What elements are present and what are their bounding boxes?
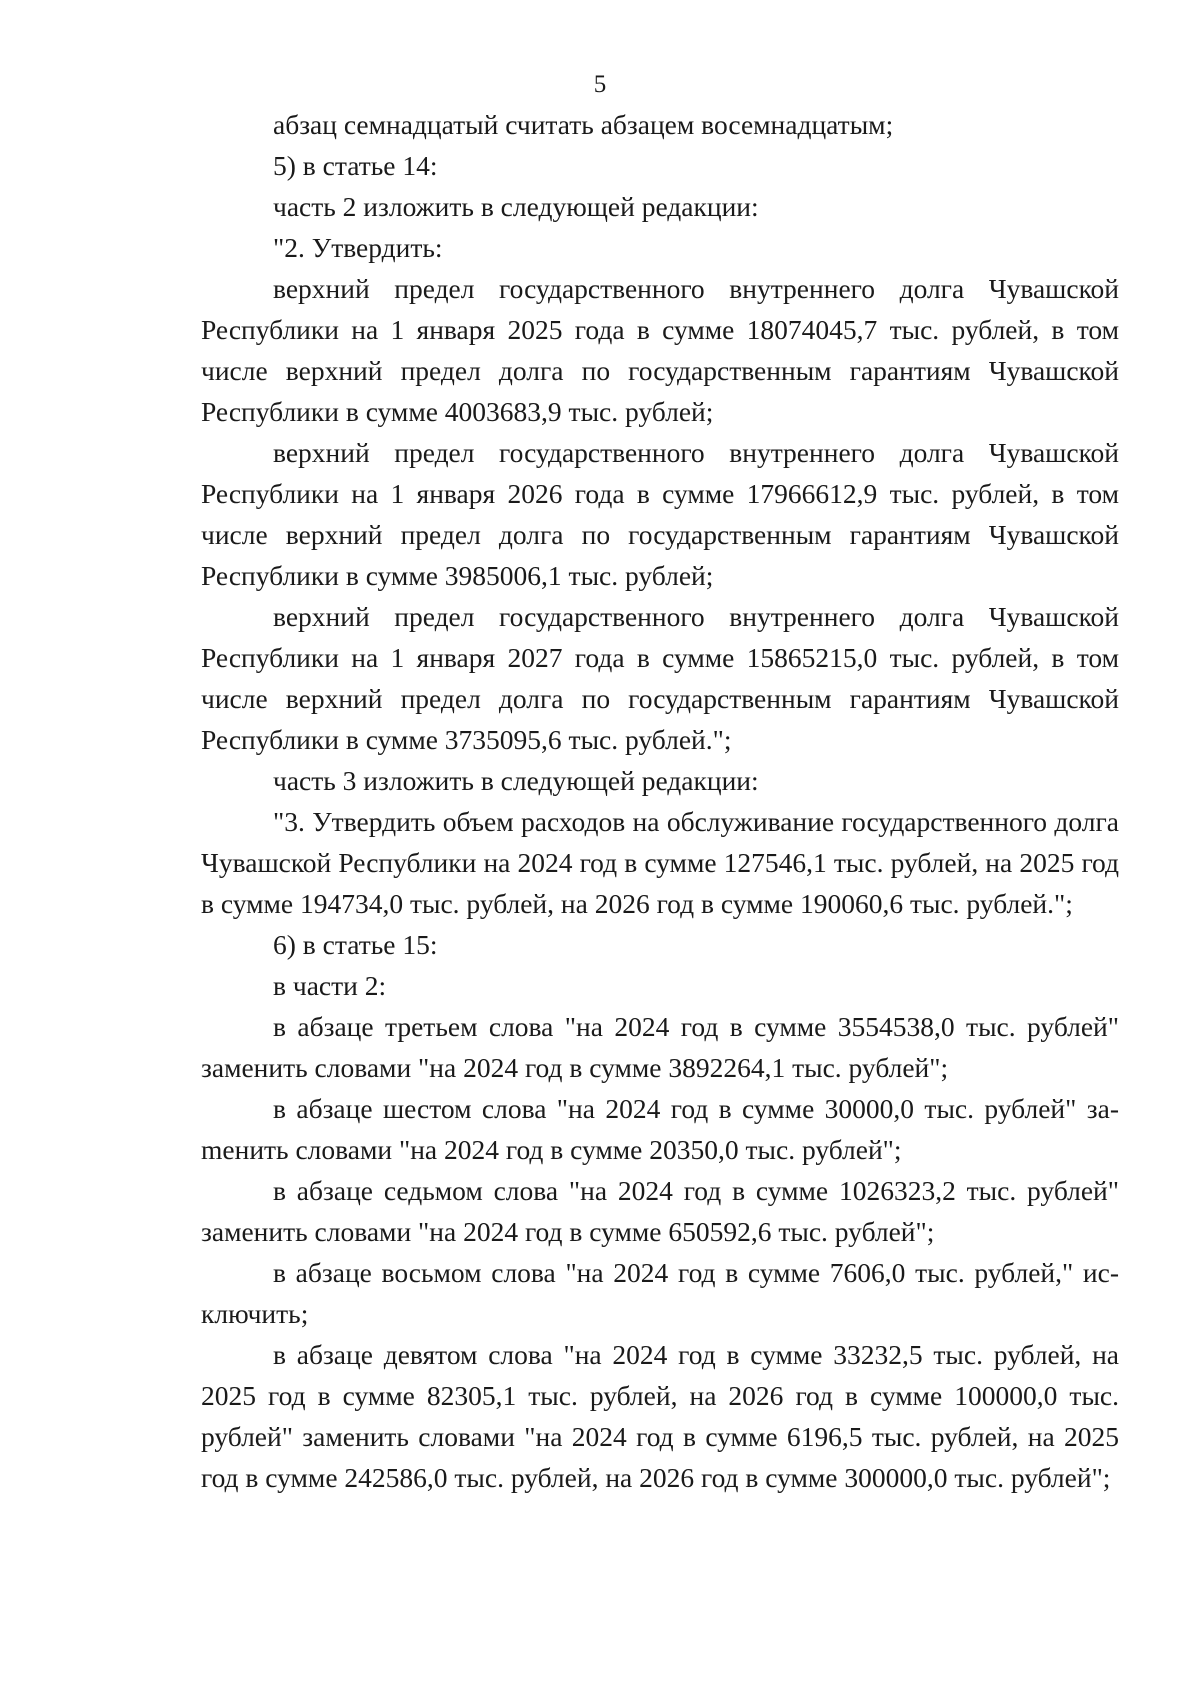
paragraph: верхний предел государственного внутреннего долга Чувашской Республики на 1 января 2027 года в сумме 15865215,0 тыс. рублей, в том числе верхний предел долга по государственным гарантиям Чувашской Республики в сумме 3735095,6 тыс. рублей.";	[201, 601, 1119, 755]
paragraph: 6) в статье 15:	[273, 929, 438, 960]
paragraph: 5) в статье 14:	[273, 150, 438, 181]
paragraph: "2. Утвердить:	[273, 232, 443, 263]
paragraph: верхний предел государственного внутреннего долга Чувашской Республики на 1 января 2026 года в сумме 17966612,9 тыс. рублей, в том числе верхний предел долга по государственным гарантиям Чувашской Республики в сумме 3985006,1 тыс. рублей;	[201, 437, 1119, 591]
paragraph: в части 2:	[273, 970, 387, 1001]
paragraph: часть 2 изложить в следующей редакции:	[273, 191, 759, 222]
paragraph: абзац семнадцатый считать абзацем восемнадцатым;	[273, 109, 894, 140]
paragraph: в абзаце шестом слова "на 2024 год в сумме 30000,0 тыс. рублей" заmенить словами "на 2024 год в сумме 20350,0 тыс. рублей";	[201, 1093, 1119, 1165]
paragraph: в абзаце седьмом слова "на 2024 год в сумме 1026323,2 тыс. рублей" заменить словами "на 2024 год в сумме 650592,6 тыс. рублей";	[201, 1175, 1119, 1247]
paragraph: в абзаце девятом слова "на 2024 год в сумме 33232,5 тыс. рублей, на 2025 год в сумме 82305,1 тыс. рублей, на 2026 год в сумме 100000,0 тыс. рублей" заменить словами "на 2024 год в сумме 6196,5 тыс. рублей, на 2025 год в сумме 242586,0 тыс. рублей, на 2026 год в сумме 300000,0 тыс. рублей";	[201, 1339, 1119, 1493]
document-body	[201, 104, 1119, 1498]
paragraph: часть 3 изложить в следующей редакции:	[273, 765, 759, 796]
paragraph: верхний предел государственного внутреннего долга Чувашской Республики на 1 января 2025 года в сумме 18074045,7 тыс. рублей, в том числе верхний предел долга по государственным гарантиям Чувашской Республики в сумме 4003683,9 тыс. рублей;	[201, 273, 1119, 427]
page-number: 5	[593, 71, 607, 98]
paragraph: "3. Утвердить объем расходов на обслуживание государственного долга Чувашской Республики на 2024 год в сумме 127546,1 тыс. рублей, на 2025 год в сумме 194734,0 тыс. рублей, на 2026 год в сумме 190060,6 тыс. рублей.";	[201, 806, 1119, 919]
paragraph: в абзаце восьмом слова "на 2024 год в сумме 7606,0 тыс. рублей," исключить;	[201, 1257, 1119, 1329]
paragraph: в абзаце третьем слова "на 2024 год в сумме 3554538,0 тыс. рублей" заменить словами "на 2024 год в сумме 3892264,1 тыс. рублей";	[201, 1011, 1119, 1083]
